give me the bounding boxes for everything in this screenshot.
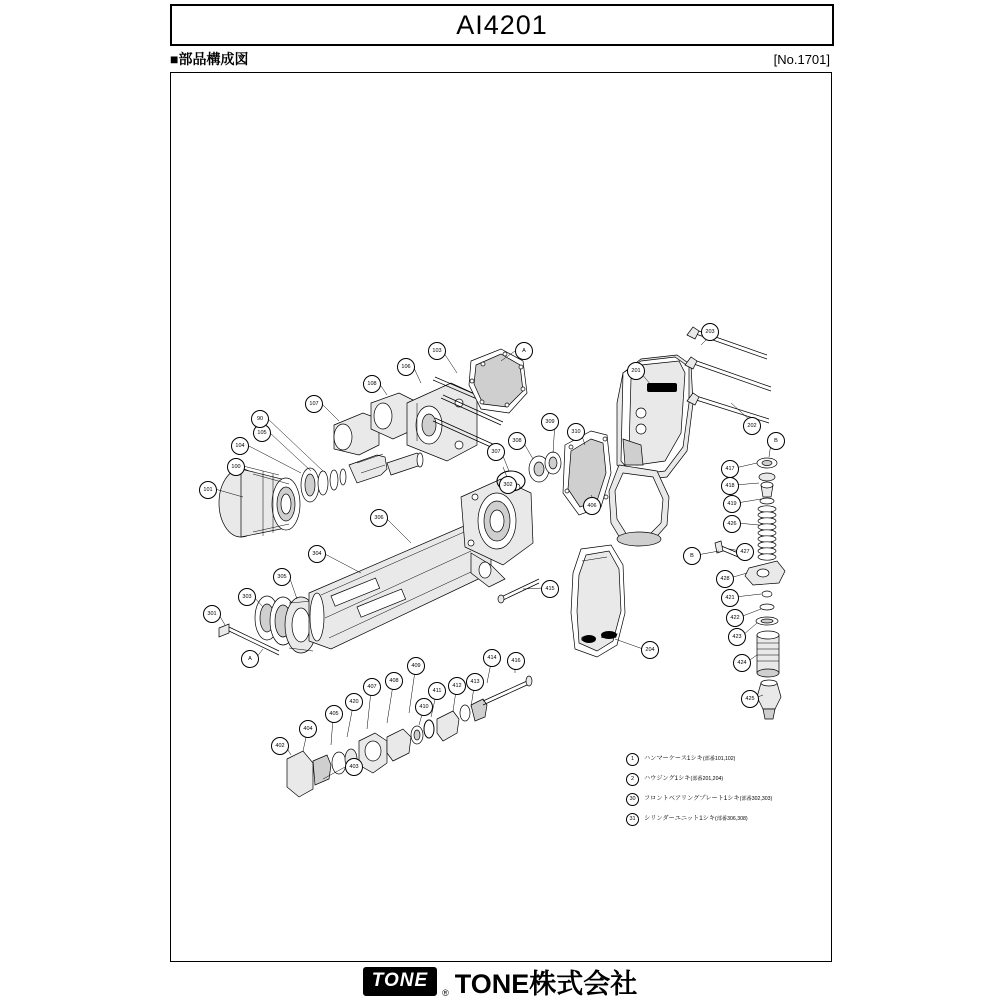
callout-426: 426 [723,515,741,533]
callout-104: 104 [231,437,249,455]
callout-423: 423 [728,628,746,646]
legend-text [644,816,748,823]
callout-427: 427 [736,543,754,561]
callout-404: 404 [299,720,317,738]
callout-417: 417 [721,460,739,478]
callout-409: 409 [407,657,425,675]
callout-412: 412 [448,677,466,695]
footer [0,962,1000,1000]
company-name: TONE株式会社 [454,968,638,999]
legend-number: 31 [626,813,639,826]
callout-410: 410 [415,698,433,716]
callout-306: 306 [370,509,388,527]
part-long-bolts [685,327,771,423]
legend-note: (部番306,308) [715,816,748,823]
registered-mark-icon: ® [442,988,449,998]
title-bar [170,4,834,46]
callout-420: 420 [345,693,363,711]
sub-header [170,48,830,70]
callout-307: 307 [487,443,505,461]
legend-text [644,796,772,803]
legend-number: 30 [626,793,639,806]
part-hammer-case [219,469,300,537]
legend-text [644,756,735,763]
callout-413: 413 [466,673,484,691]
legend-label: フロントベアリングプレート1シキ [644,795,740,803]
callout-310: 310 [567,423,585,441]
legend-note: (部番101,102) [702,756,736,763]
part-grip-cover [571,545,625,657]
legend-number: 1 [626,753,639,766]
callout-301: 301 [203,605,221,623]
exploded-parts-diagram [171,73,831,961]
callout-308: 308 [508,432,526,450]
callout-415: 415 [541,580,559,598]
tone-logo: TONE [363,967,437,996]
section-label: ■部品構成図 [170,51,249,67]
callout-428: 428 [716,570,734,588]
callout-411: 411 [428,682,446,700]
callout-402: 402 [271,737,289,755]
callout-416: 416 [507,652,525,670]
callout-421: 421 [721,589,739,607]
legend-row [626,773,816,786]
part-cylinder-body [309,523,491,649]
callout-A: A [515,342,533,360]
callout-B: B [767,432,785,450]
callout-408: 408 [385,672,403,690]
legend-number: 2 [626,773,639,786]
legend-row [626,793,816,806]
svg-text:TONE: TONE [650,386,667,392]
callout-418: 418 [721,477,739,495]
callout-305: 305 [273,568,291,586]
callout-304: 304 [308,545,326,563]
callout-309: 309 [541,413,559,431]
callout-407: 407 [363,678,381,696]
callout-403: 403 [345,758,363,776]
callout-424: 424 [733,654,751,672]
page-title: AI4201 [456,9,548,40]
legend-note: (部番201,204) [690,776,724,783]
callout-107: 107 [305,395,323,413]
callout-B: B [683,547,701,565]
callout-201: 201 [627,362,645,380]
callout-422: 422 [726,609,744,627]
part-bearing-plates [255,596,317,653]
part-hammer-blocks [334,393,415,455]
callout-406: 406 [583,497,601,515]
legend-row [626,753,816,766]
callout-90: 90 [251,410,269,428]
part-ring-stack [301,468,346,502]
part-anvil [349,453,423,483]
callout-105: 105 [253,424,271,442]
callout-414: 414 [483,649,501,667]
callout-202: 202 [743,417,761,435]
callout-101: 101 [199,481,217,499]
callout-106: 106 [397,358,415,376]
callout-A: A [241,650,259,668]
legend-text [644,776,723,783]
part-valve-stack [745,458,785,719]
callout-419: 419 [723,495,741,513]
part-housing-handle [609,465,669,546]
legend-label: ハンマーケース1シキ [644,755,703,763]
svg-text:OIL: OIL [581,637,591,643]
callout-425: 425 [741,690,759,708]
document-number: [No.1701] [773,51,830,67]
legend-label: シリンダーユニット1シキ [644,815,716,823]
callout-100: 100 [227,458,245,476]
callout-108: 108 [363,375,381,393]
legend-note: (部番302,303) [739,796,773,803]
svg-text:DAILY: DAILY [601,634,618,640]
callout-302: 302 [499,476,517,494]
callout-303: 303 [238,588,256,606]
callout-103: 103 [428,342,446,360]
legend [626,753,816,833]
legend-row [626,813,816,826]
callout-204: 204 [641,641,659,659]
callout-405: 405 [325,705,343,723]
callout-203: 203 [701,323,719,341]
legend-label: ハウジング1シキ [644,775,691,783]
diagram-frame [170,72,832,962]
part-front-bearing-plate [461,479,533,587]
